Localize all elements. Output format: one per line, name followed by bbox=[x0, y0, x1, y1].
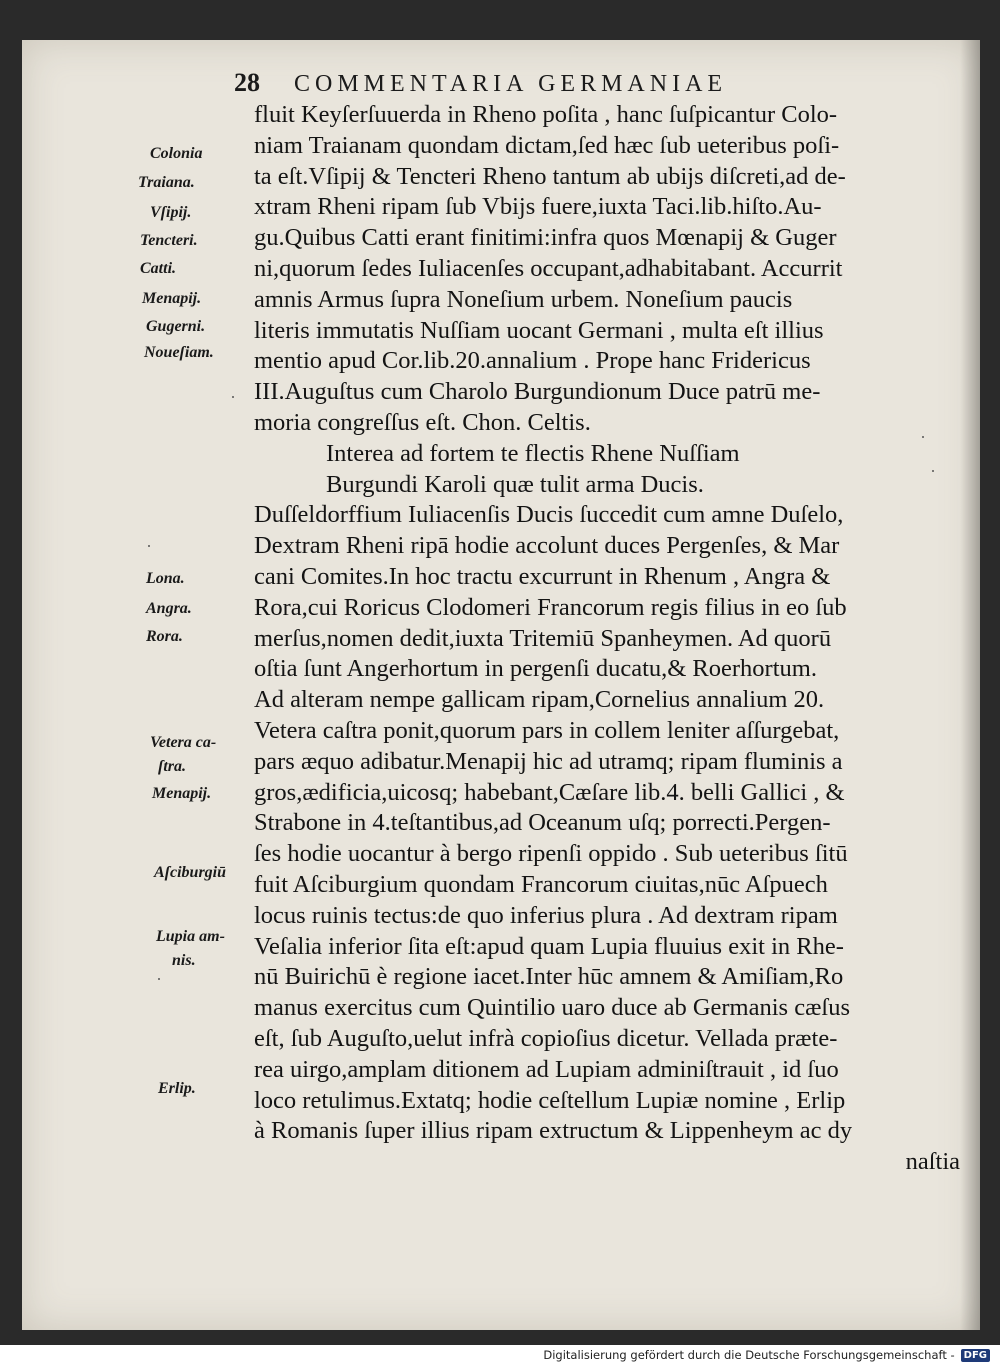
text-line: merſus,nomen dedit,iuxta Tritemiū Spanheymen. Ad quorū bbox=[254, 624, 832, 652]
text-line: xtram Rheni ripam ſub Vbijs fuere,iuxta Taci.lib.hiſto.Au- bbox=[254, 193, 822, 221]
paper-speck bbox=[148, 545, 150, 547]
text-line: Ad alteram nempe gallicam ripam,Cornelius annalium 20. bbox=[254, 686, 825, 714]
paper-speck bbox=[158, 978, 160, 980]
text-line: III.Auguſtus cum Charolo Burgundionum Duce patrū me- bbox=[254, 378, 821, 406]
text-line: fuit Aſciburgium quondam Francorum ciuitas,nūc Aſpuech bbox=[254, 870, 828, 898]
text-line: gros,ædificia,uicosq; habebant,Cæſare lib.4. belli Gallici , & bbox=[254, 778, 845, 806]
verse-line: Burgundi Karoli quæ tulit arma Ducis. bbox=[326, 470, 704, 498]
text-line: eſt, ſub Auguſto,uelut infrà copioſius dicetur. Vellada præte- bbox=[254, 1024, 838, 1052]
margin-note-menapij: Menapij. bbox=[142, 290, 202, 307]
verse-line: Interea ad fortem te flectis Rhene Nuſſiam bbox=[326, 439, 740, 467]
text-line: fluit Keyſerſuuerda in Rheno poſita , hanc ſuſpicantur Colo- bbox=[254, 101, 838, 128]
margin-note-catti: Catti. bbox=[140, 260, 177, 277]
paper-speck bbox=[232, 396, 234, 398]
text-line: rea uirgo,amplam ditionem ad Lupiam adminiſtrauit , id ſuo bbox=[254, 1055, 839, 1083]
text-line: Dextram Rheni ripā hodie accolunt duces Pergenſes, & Mar bbox=[254, 532, 840, 560]
paper-speck bbox=[922, 436, 924, 438]
digitization-footer bbox=[0, 1345, 1000, 1365]
paper-speck bbox=[932, 470, 934, 472]
margin-note-lona: Lona. bbox=[146, 570, 185, 587]
margin-note-traiana: Traiana. bbox=[138, 174, 195, 191]
text-line: moria congreſſus eſt. Chon. Celtis. bbox=[254, 408, 591, 436]
dfg-logo: DFG bbox=[961, 1349, 990, 1362]
text-line: ſes hodie uocantur à bergo ripenſi oppido . Sub ueteribus ſitū bbox=[254, 840, 848, 868]
margin-note-tencteri: Tencteri. bbox=[140, 232, 198, 249]
margin-note-colonia: Colonia bbox=[150, 145, 203, 162]
text-line: ta eſt.Vſipij & Tencteri Rheno tantum ab ubijs diſcreti,ad de- bbox=[254, 162, 846, 190]
text-line: à Romanis ſuper illius ripam extructum & Lippenheym ac dy bbox=[254, 1117, 853, 1145]
text-line: cani Comites.In hoc tractu excurrunt in Rhenum , Angra & bbox=[254, 562, 831, 590]
running-title: COMMENTARIA GERMANIAE bbox=[294, 71, 728, 97]
margin-note-asciburgium: Aſciburgiū bbox=[154, 864, 227, 881]
running-head bbox=[234, 68, 874, 98]
text-line: pars æquo adibatur.Menapij hic ad utramq; ripam fluminis a bbox=[254, 747, 843, 775]
text-line: Veſalia inferior ſita eſt:apud quam Lupia fluuius exit in Rhe- bbox=[254, 932, 844, 960]
footer-credit: Digitalisierung gefördert durch die Deutsche Forschungsgemeinschaft - bbox=[543, 1348, 955, 1362]
margin-note-rora: Rora. bbox=[146, 628, 183, 645]
margin-note-nouesiam: Noueſiam. bbox=[144, 344, 214, 361]
text-line: Vetera caſtra ponit,quorum pars in collem leniter aſſurgebat, bbox=[254, 716, 840, 744]
page-number: 28 bbox=[234, 68, 260, 97]
text-line: amnis Armus ſupra Noneſium urbem. Noneſium paucis bbox=[254, 285, 793, 313]
book-page bbox=[22, 40, 980, 1330]
text-line: manus exercitus cum Quintilio uaro duce ab Germanis cæſus bbox=[254, 994, 851, 1022]
margin-note-gugerni: Gugerni. bbox=[146, 318, 206, 335]
text-line: gu.Quibus Catti erant finitimi:infra quos Mœnapij & Guger bbox=[254, 224, 837, 252]
margin-note-vetera-castra: Vetera ca- bbox=[150, 734, 217, 751]
text-line: Strabone in 4.teſtantibus,ad Oceanum uſq; porrecti.Pergen- bbox=[254, 809, 831, 837]
catchword: naſtia bbox=[905, 1148, 960, 1176]
margin-note-lupia-amnis: Lupia am- bbox=[156, 928, 225, 945]
text-line: mentio apud Cor.lib.20.annalium . Prope hanc Fridericus bbox=[254, 347, 811, 375]
text-line: locus ruinis tectus:de quo inferius plura . Ad dextram ripam bbox=[254, 901, 838, 929]
main-text-block bbox=[254, 100, 972, 1178]
text-line: oſtia ſunt Angerhortum in pergenſi ducatu,& Roerhortum. bbox=[254, 655, 817, 683]
text-line: nū Buirichū è regione iacet.Inter hūc amnem & Amiſiam,Ro bbox=[254, 963, 844, 991]
margin-note-nis: nis. bbox=[172, 952, 196, 969]
text-line: ni,quorum ſedes Iuliacenſes occupant,adhabitabant. Accurrit bbox=[254, 254, 843, 282]
margin-note-erlip: Erlip. bbox=[158, 1080, 196, 1097]
text-line: literis immutatis Nuſſiam uocant Germani , multa eſt illius bbox=[254, 316, 824, 344]
margin-note-stra: ſtra. bbox=[158, 758, 186, 775]
text-line: Rora,cui Roricus Clodomeri Francorum regis filius in eo ſub bbox=[254, 593, 847, 621]
margin-note-angra: Angra. bbox=[146, 600, 192, 617]
text-line: loco retulimus.Extatq; hodie ceſtellum Lupiæ nomine , Erlip bbox=[254, 1086, 846, 1114]
margin-note-menapij-2: Menapij. bbox=[152, 785, 212, 802]
text-line: Duſſeldorffium Iuliacenſis Ducis ſuccedit cum amne Duſelo, bbox=[254, 501, 844, 529]
text-line: niam Traianam quondam dictam,ſed hæc ſub ueteribus poſi- bbox=[254, 131, 840, 159]
margin-note-vsipij: Vſipij. bbox=[150, 204, 192, 221]
